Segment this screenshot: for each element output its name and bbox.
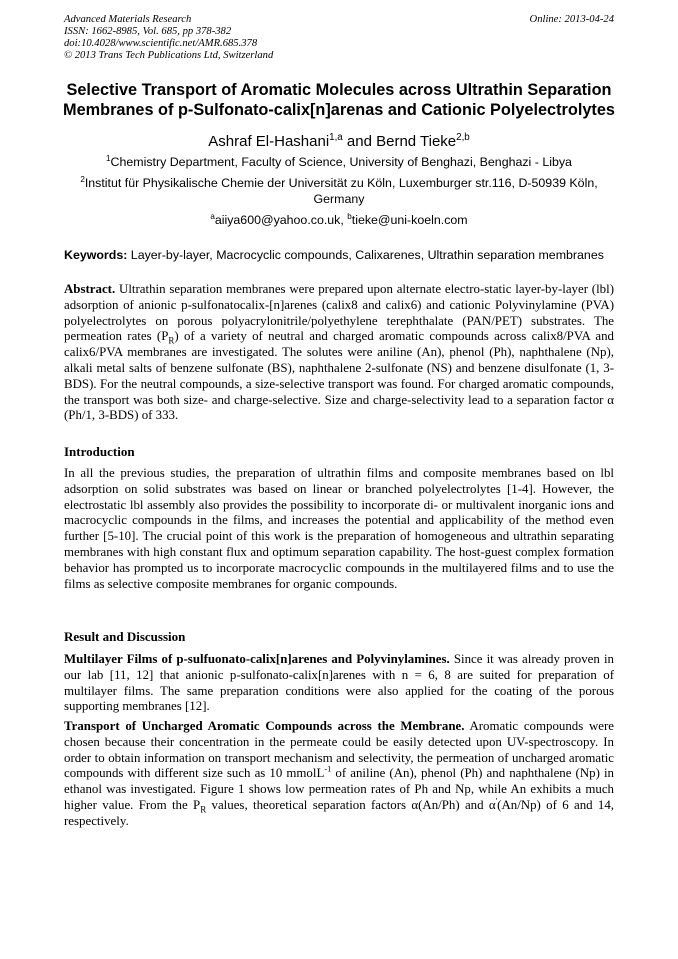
title-line: Selective Transport of Aromatic Molecules across Ultrathin Separation xyxy=(66,81,612,99)
author: Ashraf El-Hashani xyxy=(208,133,330,150)
emails xyxy=(40,212,638,228)
title-line: Membranes of p-Sulfonato-calix[n]arenas and Cationic Polyelectrolytes xyxy=(63,101,615,119)
copyright: © 2013 Trans Tech Publications Ltd, Switzerland xyxy=(64,50,274,61)
aff-text: Institut für Physikalische Chemie der Universität zu Köln, Luxemburger str.116, D-50939 Köln, Germany xyxy=(84,176,598,206)
email-link[interactable]: tieke@uni-koeln.com xyxy=(351,213,468,227)
paragraph-text: values, theoretical separation factors α(An/Ph) and α xyxy=(206,797,496,812)
paragraph-heading: Multilayer Films of p-sulfuonato-calix[n]arenes and Polyvinylamines. xyxy=(64,652,450,666)
subscript: R xyxy=(200,804,207,815)
results-paragraph-2 xyxy=(64,719,614,830)
abstract-text: ) of a variety of neutral and charged aromatic compounds across calix8/PVA and calix6/PVA membranes are investigated. The solutes were aniline (An), phenol (Ph), naphthalene (Np), alkali metal salts of benzene sulfonate (BS), naphthalene 2-sulfonate (NS) and benzene disulfonate (1, 3-BDS). For the neutral compounds, a size-selective transport was found. For charged aromatic compounds, the transport was both size- and charge-selective. Size and charge-selectivity lead to a separation factor α (Ph/1, 3-BDS) of 333. xyxy=(64,329,614,423)
issn: ISSN: 1662-8985, Vol. 685, pp 378-382 xyxy=(64,26,232,37)
section-heading-introduction: Introduction xyxy=(64,444,135,459)
aff-sup: 2 xyxy=(80,174,85,184)
abstract xyxy=(64,282,614,424)
paragraph-text: Aromatic compounds were chosen because their concentration in the permeate could be easily detected upon UV-spectroscopy. In order to obtain information on transport mechanism and selectivity, the permeation of uncharged aromatic compounds with different size such as 10 mmolL xyxy=(64,719,614,781)
paragraph-heading: Transport of Uncharged Aromatic Compounds across the Membrane. xyxy=(64,719,465,733)
keywords xyxy=(64,248,604,262)
online-date: Online: 2013-04-24 xyxy=(529,14,614,25)
aff-sup: a xyxy=(210,211,215,221)
results-paragraph-1 xyxy=(64,652,614,715)
paragraph-text: of aniline (An), phenol (Ph) and naphthalene (Np) in ethanol was investigated. Figure 1 shows low permeation rates of Ph and Np, while An exhibits a much higher value. From the P xyxy=(64,766,615,812)
aff-text: Chemistry Department, Faculty of Science, University of Benghazi, Benghazi - Libya xyxy=(110,155,572,169)
introduction-text: In all the previous studies, the preparation of ultrathin films and composite membranes based on lbl adsorption on solid substrates was based on linear or branched polyelectrolytes [1-4]. However, the electrostatic lbl assembly also provides the possibility to incorporate di- or multivalent inorganic ions and macrocyclic compounds in the films, and increases the potential and applicability of the method even further [5-10]. The crucial point of this work is the preparation of homogeneous and ultrathin separating membranes with high constant flux and optimum separation capability. The host-guest complex formation behavior has prompted us to incorporate macrocyclic compounds in the multilayered films and to use the films as selective composite membranes for organic compounds. xyxy=(64,466,614,591)
doi: doi:10.4028/www.scientific.net/AMR.685.378 xyxy=(64,38,258,49)
affiliation-1 xyxy=(40,154,638,170)
journal-name: Advanced Materials Research xyxy=(64,14,192,25)
keywords-text: Layer-by-layer, Macrocyclic compounds, Calixarenes, Ultrathin separation membranes xyxy=(127,248,604,262)
paragraph-text: Since it was already proven in our lab [11, 12] that anionic p-sulfonato-calix[n]arenes with n = 6, 8 are suited for preparation of multilayer films. The same preparation conditions were also applied for the coating of the porous supporting membranes [12]. xyxy=(64,652,614,714)
section-heading-results: Result and Discussion xyxy=(64,629,186,644)
affiliation-2 xyxy=(60,175,618,207)
abstract-text: Ultrathin separation membranes were prepared upon alternate electro-static layer-by-layer (lbl) adsorption of anionic p-sulfonatocalix-[n]arenes (calix8 and calix6) and cationic Polyvinylamine (PVA) polyelectrolytes on porous polyacrylonitrile/polyethylene terephthalate (PAN/PET) substrates. The permeation rates (P xyxy=(64,282,614,344)
superscript: ' xyxy=(495,796,498,806)
author-sup: 2,b xyxy=(456,132,470,143)
aff-sup: 1 xyxy=(106,153,111,163)
authors xyxy=(40,133,638,150)
author: and Bernd Tieke xyxy=(342,133,457,150)
email-link[interactable]: aiiya600@yahoo.co.uk, xyxy=(214,213,348,227)
superscript: -1 xyxy=(324,765,332,775)
abstract-label: Abstract. xyxy=(64,282,116,296)
journal-header xyxy=(64,14,273,62)
author-sup: 1,a xyxy=(329,132,343,143)
keywords-label: Keywords: xyxy=(64,248,128,262)
paragraph-text: (An/Np) of 6 and 14, respectively. xyxy=(64,797,615,828)
subscript: R xyxy=(168,335,175,346)
paper-title xyxy=(40,80,638,120)
aff-sup: b xyxy=(347,211,352,221)
